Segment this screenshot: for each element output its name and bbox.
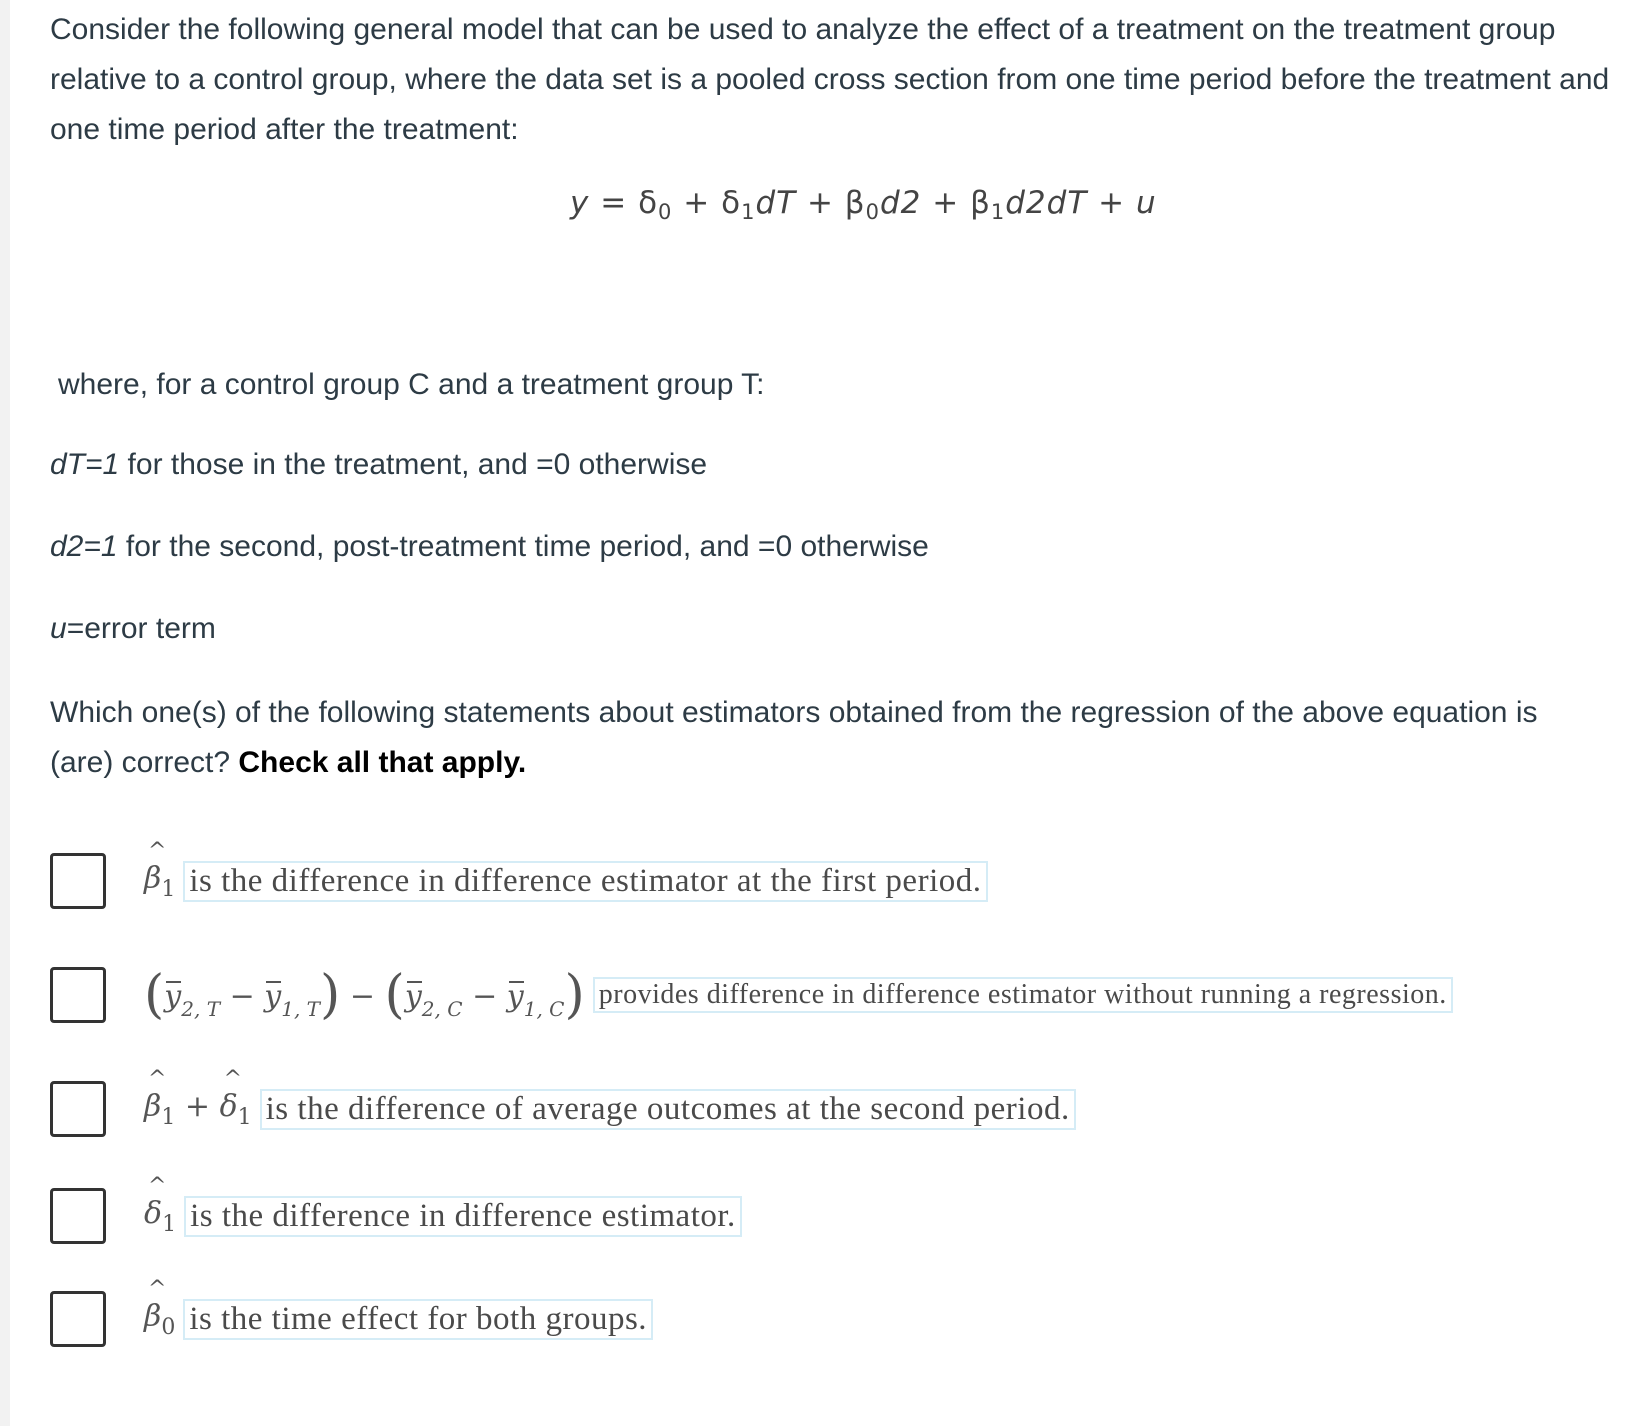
minus-sign: − — [472, 979, 498, 1014]
symbol-sub: 1 — [162, 1211, 177, 1237]
eq-plus: + — [806, 185, 834, 221]
option-1[interactable] — [50, 848, 988, 914]
eq-d2: d2 — [879, 185, 922, 221]
eq-plus: + — [1098, 185, 1126, 221]
left-border — [0, 0, 10, 1426]
option-3-checkbox[interactable] — [50, 1081, 106, 1137]
definition-dT — [50, 440, 707, 490]
option-3-math — [144, 1089, 252, 1130]
definition-u — [50, 604, 216, 654]
beta-hat-symbol: ^ β — [144, 1089, 161, 1124]
right-paren: ) — [320, 965, 341, 1025]
beta-hat-symbol: ^ β — [144, 861, 161, 896]
ybar-symbol: y — [506, 979, 524, 1014]
ybar-symbol: y — [264, 979, 282, 1014]
symbol-sub: 2, C — [421, 997, 463, 1021]
symbol-sub: 1 — [237, 1104, 252, 1130]
option-1-checkbox[interactable] — [50, 853, 106, 909]
option-3-statement: is the difference of average outcomes at the second period. — [260, 1089, 1076, 1130]
delta-hat-symbol: ^ δ — [220, 1089, 238, 1124]
eq-beta0-sub: 0 — [865, 200, 880, 224]
delta-hat-symbol: ^ δ — [144, 1196, 162, 1231]
eq-plus: + — [683, 185, 711, 221]
option-2-checkbox[interactable] — [50, 967, 106, 1023]
eq-delta1: δ — [721, 185, 742, 221]
eq-dT: dT — [755, 185, 797, 221]
option-4-math — [144, 1196, 176, 1237]
left-paren: ( — [384, 965, 405, 1025]
eq-delta0: δ — [638, 185, 659, 221]
beta-hat-symbol: ^ β — [144, 1299, 161, 1334]
eq-y: y — [570, 185, 590, 221]
definition-var: d2=1 — [50, 530, 118, 563]
option-3[interactable] — [50, 1076, 1076, 1142]
ybar-symbol: y — [164, 979, 182, 1014]
symbol-sub: 0 — [161, 1314, 176, 1340]
ybar-symbol: y — [404, 979, 422, 1014]
right-paren: ) — [564, 965, 585, 1025]
option-1-math — [144, 861, 175, 902]
option-1-statement: is the difference in difference estimator at the first period. — [183, 861, 987, 902]
option-5-math — [144, 1299, 175, 1340]
option-4-checkbox[interactable] — [50, 1188, 106, 1244]
where-text: where, for a control group C and a treatment group T: — [58, 368, 765, 401]
eq-d2dT: d2dT — [1005, 185, 1088, 221]
question-text — [50, 688, 1550, 788]
eq-beta1: β — [970, 185, 991, 221]
symbol-sub: 1, C — [523, 997, 565, 1021]
eq-delta1-sub: 1 — [741, 200, 756, 224]
definition-var: u — [50, 612, 67, 645]
option-2-statement: provides difference in difference estimator without running a regression. — [593, 977, 1453, 1013]
eq-beta1-sub: 1 — [990, 200, 1006, 224]
eq-u: u — [1135, 185, 1157, 221]
minus-sign: − — [229, 979, 255, 1014]
eq-plus: + — [932, 185, 960, 221]
definition-text: for those in the treatment, and =0 otherwise — [119, 448, 708, 481]
question-emphasis: Check all that apply. — [238, 746, 527, 779]
option-2[interactable] — [50, 962, 1453, 1028]
definition-text: for the second, post-treatment time period, and =0 otherwise — [117, 530, 929, 563]
option-5[interactable] — [50, 1286, 653, 1352]
intro-paragraph: Consider the following general model that can be used to analyze the effect of a treatment on the treatment group relative to a control group, where the data set is a pooled cross section from one time period before the treatment and one time period after the treatment: — [50, 13, 1610, 146]
definition-text: =error term — [66, 612, 216, 645]
symbol-sub: 2, T — [181, 997, 221, 1021]
eq-delta0-sub: 0 — [658, 200, 673, 224]
plus-sign: + — [184, 1088, 211, 1124]
symbol-sub: 1 — [161, 876, 176, 902]
option-5-checkbox[interactable] — [50, 1291, 106, 1347]
symbol-sub: 1, T — [281, 997, 320, 1021]
eq-beta0: β — [844, 185, 866, 221]
option-2-math — [144, 965, 585, 1025]
definition-var: dT=1 — [50, 448, 120, 481]
option-5-statement: is the time effect for both groups. — [183, 1299, 653, 1340]
model-equation — [570, 185, 1157, 224]
question-body: Which one(s) of the following statements about estimators obtained from the regression of the above equation is (are) correct? — [50, 696, 1538, 779]
eq-equals: = — [600, 185, 628, 221]
symbol-sub: 1 — [161, 1104, 176, 1130]
left-paren: ( — [144, 965, 165, 1025]
option-4[interactable] — [50, 1183, 742, 1249]
definition-d2 — [50, 522, 929, 572]
minus-sign: − — [349, 979, 375, 1014]
option-4-statement: is the difference in difference estimator. — [184, 1196, 742, 1237]
